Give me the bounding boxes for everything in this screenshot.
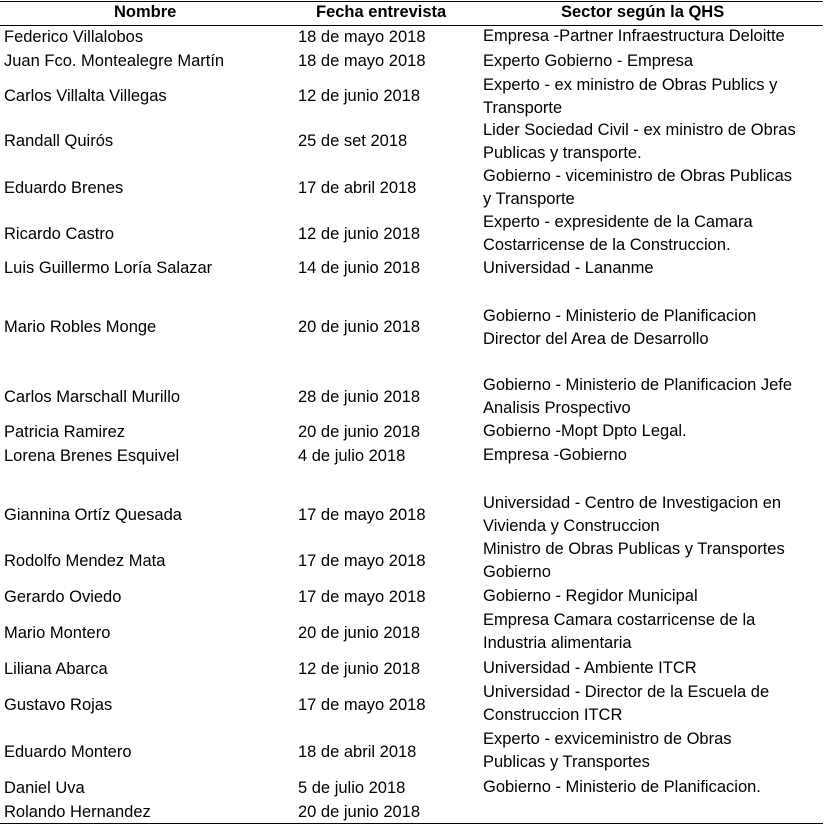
cell-nombre: Gustavo Rojas (4, 695, 113, 714)
cell-fecha: 12 de junio 2018 (298, 659, 421, 678)
cell-fecha: 17 de mayo 2018 (298, 551, 426, 570)
cell-nombre: Rolando Hernandez (4, 802, 151, 821)
table-top-rule (0, 1, 823, 2)
cell-sector-line: Transporte (483, 99, 563, 117)
cell-sector-line: Universidad - Director de la Escuela de (483, 683, 770, 701)
cell-sector-line: Universidad - Lananme (483, 259, 654, 277)
cell-sector-line: Experto - expresidente de la Camara (483, 213, 753, 231)
cell-nombre: Eduardo Montero (4, 742, 132, 761)
cell-sector-line: Universidad - Ambiente ITCR (483, 659, 697, 677)
cell-fecha: 4 de julio 2018 (298, 446, 406, 465)
cell-nombre: Juan Fco. Montealegre Martín (4, 51, 225, 70)
cell-fecha: 18 de abril 2018 (298, 742, 417, 761)
cell-nombre: Gerardo Oviedo (4, 587, 122, 606)
cell-fecha: 17 de abril 2018 (298, 178, 417, 197)
cell-sector-line: Empresa -Partner Infraestructura Deloitte (483, 27, 785, 45)
cell-fecha: 17 de mayo 2018 (298, 587, 426, 606)
cell-nombre: Federico Villalobos (4, 27, 144, 46)
header-fecha: Fecha entrevista (316, 3, 447, 21)
cell-fecha: 5 de julio 2018 (298, 778, 406, 797)
cell-sector-line: Experto - exviceministro de Obras (483, 730, 732, 748)
cell-fecha: 20 de junio 2018 (298, 422, 421, 441)
cell-nombre: Mario Montero (4, 623, 111, 642)
cell-sector-line: Gobierno -Mopt Dpto Legal. (483, 422, 687, 440)
cell-nombre: Lorena Brenes Esquivel (4, 446, 180, 465)
cell-sector-line: Ministro de Obras Publicas y Transportes (483, 540, 785, 558)
cell-fecha: 18 de mayo 2018 (298, 51, 426, 70)
cell-sector-line: Analisis Prospectivo (483, 399, 631, 417)
cell-fecha: 20 de junio 2018 (298, 623, 421, 642)
header-nombre: Nombre (114, 3, 177, 21)
table-bottom-rule (0, 823, 823, 824)
cell-sector-line: Gobierno (483, 563, 551, 581)
cell-sector-line: Gobierno - Regidor Municipal (483, 587, 698, 605)
cell-sector-line: Construccion ITCR (483, 706, 623, 724)
cell-fecha: 12 de junio 2018 (298, 86, 421, 105)
cell-sector-line: Director del Area de Desarrollo (483, 330, 709, 348)
cell-sector-line: Costarricense de la Construccion. (483, 236, 731, 254)
cell-sector-line: Industria alimentaria (483, 634, 632, 652)
cell-nombre: Ricardo Castro (4, 224, 115, 243)
cell-sector-line: Empresa Camara costarricense de la (483, 611, 756, 629)
cell-sector-line: Gobierno - Ministerio de Planificacion (483, 307, 757, 325)
cell-nombre: Rodolfo Mendez Mata (4, 551, 166, 570)
cell-fecha: 20 de junio 2018 (298, 802, 421, 821)
cell-nombre: Mario Robles Monge (4, 317, 157, 336)
cell-sector-line: Gobierno - viceministro de Obras Publicas (483, 167, 793, 185)
cell-fecha: 17 de mayo 2018 (298, 505, 426, 524)
cell-sector-line: y Transporte (483, 190, 575, 208)
cell-sector-line: Gobierno - Ministerio de Planificacion Jefe (483, 376, 793, 394)
cell-sector-line: Experto Gobierno - Empresa (483, 52, 694, 70)
cell-nombre: Carlos Marschall Murillo (4, 387, 181, 406)
cell-nombre: Eduardo Brenes (4, 178, 124, 197)
cell-fecha: 18 de mayo 2018 (298, 27, 426, 46)
cell-nombre: Daniel Uva (4, 778, 85, 797)
cell-sector-line: Publicas y Transportes (483, 753, 650, 771)
cell-sector-line: Gobierno - Ministerio de Planificacion. (483, 778, 761, 796)
cell-fecha: 12 de junio 2018 (298, 224, 421, 243)
cell-sector-line: Vivienda y Construccion (483, 517, 660, 535)
cell-nombre: Carlos Villalta Villegas (4, 86, 167, 105)
cell-fecha: 20 de junio 2018 (298, 317, 421, 336)
cell-nombre: Liliana Abarca (4, 659, 108, 678)
cell-fecha: 25 de set 2018 (298, 131, 408, 150)
cell-sector-line: Publicas y transporte. (483, 144, 642, 162)
header-sector: Sector según la QHS (561, 3, 725, 21)
cell-nombre: Randall Quirós (4, 131, 114, 150)
cell-fecha: 17 de mayo 2018 (298, 695, 426, 714)
cell-sector-line: Lider Sociedad Civil - ex ministro de Obras (483, 121, 796, 139)
cell-fecha: 28 de junio 2018 (298, 387, 421, 406)
cell-sector-line: Experto - ex ministro de Obras Publics y (483, 76, 778, 94)
cell-fecha: 14 de junio 2018 (298, 258, 421, 277)
cell-sector-line: Universidad - Centro de Investigacion en (483, 494, 782, 512)
cell-sector-line: Empresa -Gobierno (483, 446, 627, 464)
cell-nombre: Patricia Ramirez (4, 422, 126, 441)
cell-nombre: Giannina Ortíz Quesada (4, 505, 182, 524)
cell-nombre: Luis Guillermo Loría Salazar (4, 258, 213, 277)
